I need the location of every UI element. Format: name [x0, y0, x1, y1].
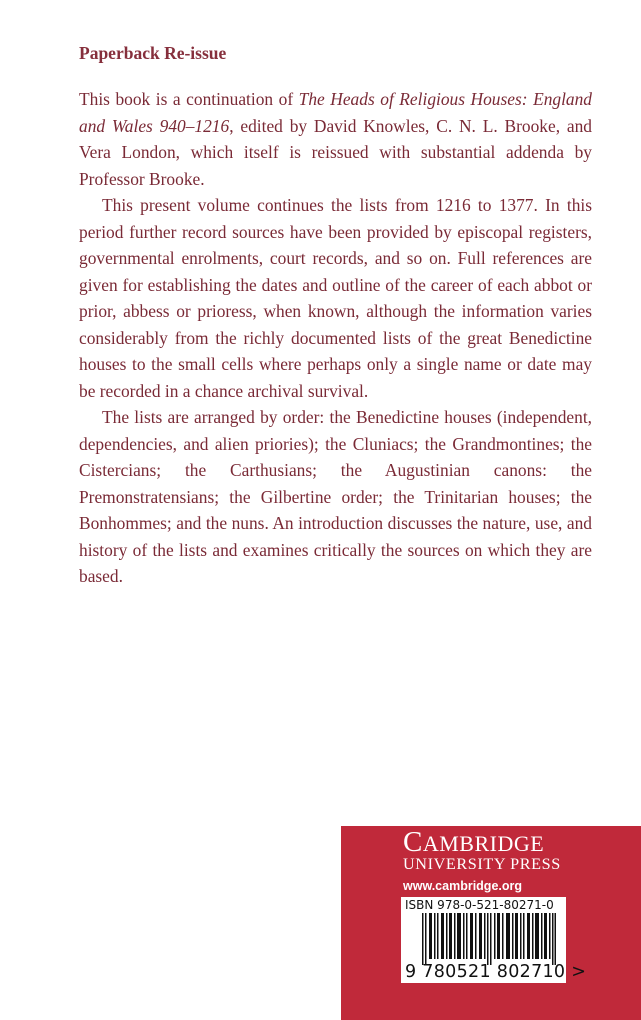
publisher-subtitle: UNIVERSITY PRESS — [403, 855, 561, 873]
publisher-url: www.cambridge.org — [403, 879, 523, 893]
isbn-barcode — [401, 897, 587, 983]
barcode-digits: 9 780521 802710 > — [405, 962, 587, 982]
cited-book-title: The Heads of Religious Houses: England and Wales 940–1216 — [79, 89, 592, 136]
blurb-paragraph-2: This present volume continues the lists from 1216 to 1377. In this period further record sources have been provided by episcopal registers, governmental enrolments, court records, and so on. Full references are given for establishing the dates and outline of the career of each abbot or prior, abbess or prioress, when known, although the information varies considerably from the richly documented lists of the great Benedictine houses to the small cells where perhaps only a single name or date may be recorded in a chance archival survival. — [79, 195, 592, 401]
isbn-label: ISBN 978-0-521-80271-0 — [405, 898, 554, 912]
publisher-name-initial: C — [403, 826, 423, 858]
barcode-bars-icon — [422, 913, 556, 965]
heading-paperback-reissue: Paperback Re-issue — [79, 43, 227, 63]
blurb-p1-part-3: , edited by David Knowles, C. N. L. Brooke, and Vera London, which itself is reissued with substantial addenda by Professor Brooke. — [79, 115, 592, 189]
publisher-block — [341, 826, 641, 1020]
blurb-paragraph-1 — [79, 86, 592, 192]
publisher-logo-name — [403, 826, 545, 858]
blurb-paragraph-3: The lists are arranged by order: the Benedictine houses (independent, dependencies, and alien priories); the Cluniacs; the Grandmontines; the Cistercians; the Carthusians; the Augustinian canons: the Premonstratensians; the Gilbertine order; the Trinitarian houses; the Bonhommes; and the nuns. An introduction discusses the nature, use, and history of the lists and examines critically the sources on which they are based. — [79, 407, 592, 586]
blurb-text — [79, 86, 592, 590]
blurb-p1-part-1: This book is a continuation of — [79, 89, 299, 109]
publisher-name-rest: AMBRIDGE — [422, 831, 545, 856]
